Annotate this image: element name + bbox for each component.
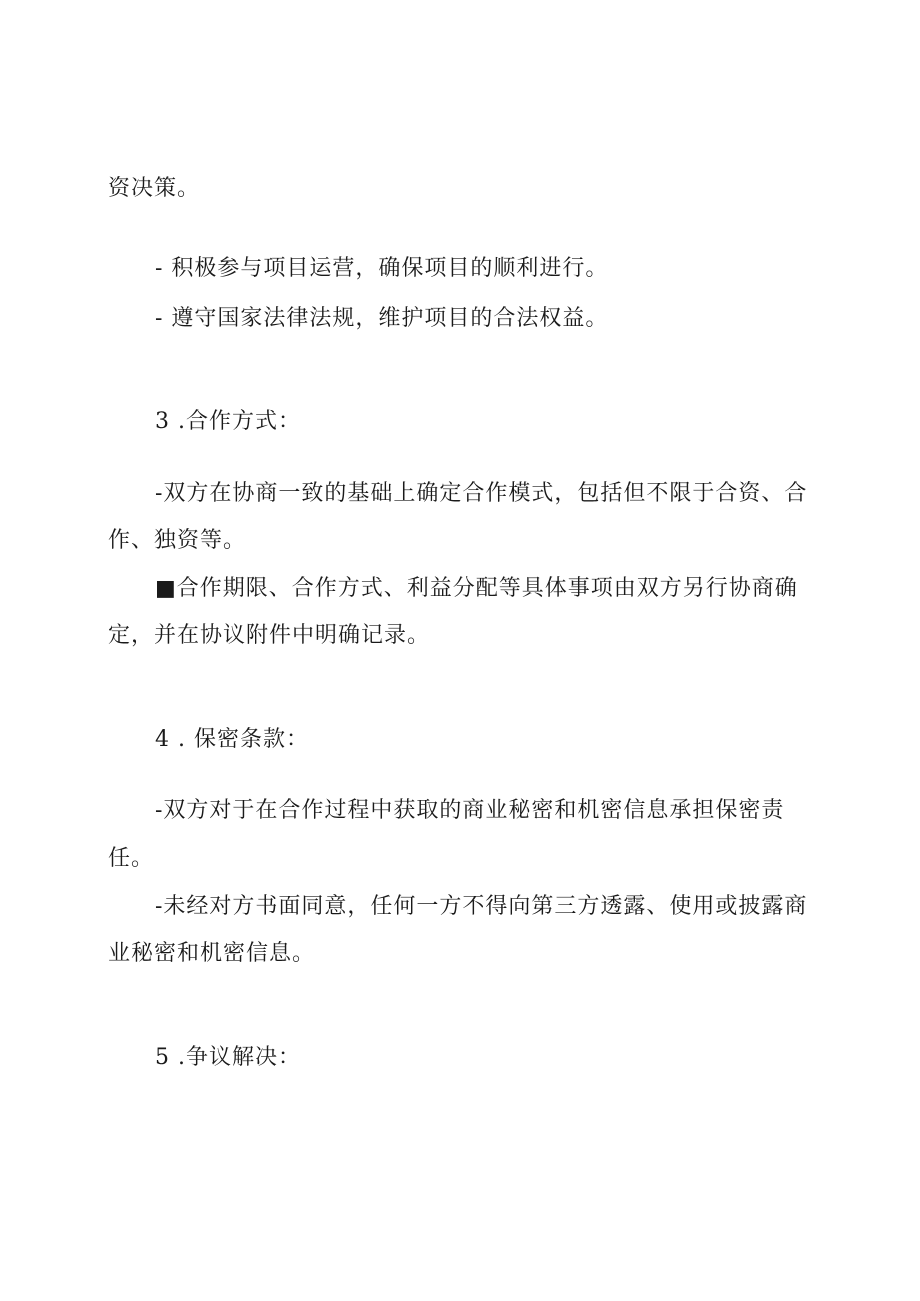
list-item: - 积极参与项目运营，确保项目的顺利进行。 bbox=[155, 256, 609, 281]
list-item-continuation: 任。 bbox=[108, 846, 155, 871]
section-heading-3: 3 .合作方式： bbox=[155, 409, 301, 434]
list-item: -双方在协商一致的基础上确定合作模式，包括但不限于合资、合 bbox=[155, 481, 808, 506]
list-item-continuation: 作、独资等。 bbox=[108, 528, 247, 553]
list-item-continuation: 业秘密和机密信息。 bbox=[108, 941, 316, 966]
list-item-continuation: 定，并在协议附件中明确记录。 bbox=[108, 623, 431, 648]
list-item: -未经对方书面同意，任何一方不得向第三方透露、使用或披露商 bbox=[155, 894, 808, 919]
section-heading-4: 4 . 保密条款： bbox=[155, 727, 309, 752]
paragraph-continuation: 资决策。 bbox=[108, 176, 201, 201]
list-item: ■合作期限、合作方式、利益分配等具体事项由双方另行协商确 bbox=[155, 576, 798, 601]
list-item: - 遵守国家法律法规，维护项目的合法权益。 bbox=[155, 306, 609, 331]
list-item: -双方对于在合作过程中获取的商业秘密和机密信息承担保密责 bbox=[155, 798, 785, 823]
section-heading-5: 5 .争议解决： bbox=[155, 1045, 301, 1070]
